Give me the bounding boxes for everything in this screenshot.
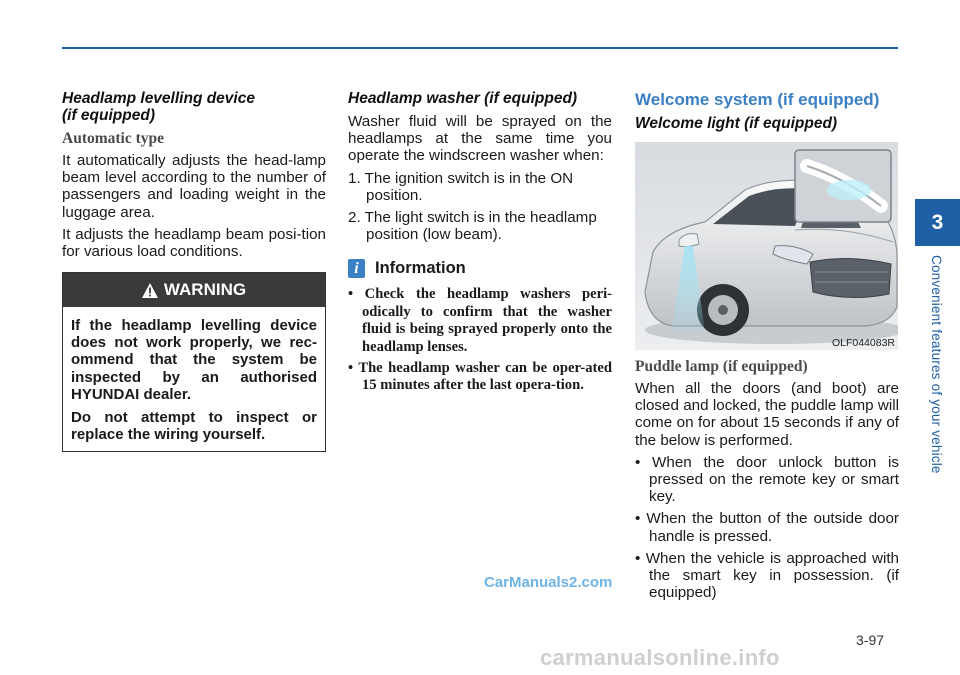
info-icon: i	[348, 259, 365, 278]
information-item-2: • The headlamp washer can be oper-ated 15 minutes after the last opera-tion.	[348, 360, 612, 394]
warning-title: WARNING	[163, 280, 247, 299]
washer-steps	[348, 170, 612, 244]
figure-caption: OLF044083R	[831, 337, 895, 349]
heading-line-1: Headlamp levelling device	[62, 90, 255, 107]
washer-step-2: 2. The light switch is in the headlamp position (low beam).	[348, 209, 597, 244]
column-right	[635, 90, 899, 606]
puddle-condition-1: • When the door unlock button is pressed on the remote key or smart key.	[635, 453, 899, 506]
welcome-light-subheading: Welcome light (if equipped)	[635, 115, 838, 132]
top-rule	[62, 47, 898, 49]
warning-box	[62, 272, 326, 452]
automatic-type-subheading: Automatic type	[62, 130, 165, 147]
levelling-paragraph-1: It automatically adjusts the head-lamp beam level according to the number of passengers and loading weight in the luggage area.	[62, 152, 326, 221]
headlamp-washer-heading: Headlamp washer (if equipped)	[348, 90, 578, 107]
column-middle	[348, 90, 612, 399]
warning-text-1: If the headlamp levelling device does not work properly, we rec-ommend that the system be inspected by an authorised HYUNDAI dealer.	[71, 317, 317, 403]
warning-header	[63, 273, 325, 307]
chapter-label: Convenient features of your vehicle	[929, 255, 944, 474]
washer-step-1: 1. The ignition switch is in the ON position.	[348, 169, 574, 204]
site-watermark[interactable]: carmanualsonline.info	[540, 645, 780, 670]
puddle-condition-2: • When the button of the outside door handle is pressed.	[635, 510, 899, 545]
carmanuals-watermark[interactable]: CarManuals2.com	[484, 574, 613, 591]
information-list	[348, 286, 612, 394]
warning-text-2: Do not attempt to inspect or replace the wiring yourself.	[71, 409, 317, 444]
welcome-light-figure	[635, 142, 898, 350]
welcome-system-title: Welcome system (if equipped)	[635, 90, 880, 109]
column-left	[62, 90, 326, 265]
washer-intro: Washer fluid will be sprayed on the headlamps at the same time you operate the windscreen washer when:	[348, 113, 612, 165]
warning-triangle-icon	[142, 283, 158, 298]
levelling-paragraph-2: It adjusts the headlamp beam posi-tion for various load conditions.	[62, 225, 326, 261]
puddle-condition-3: • When the vehicle is approached with the smart key in possession. (if equipped)	[635, 549, 899, 602]
puddle-conditions-list	[635, 454, 899, 602]
puddle-lamp-heading: Puddle lamp (if equipped)	[635, 358, 808, 375]
warning-body	[63, 307, 325, 443]
information-header	[348, 259, 612, 278]
puddle-intro: When all the doors (and boot) are closed and locked, the puddle lamp will come on for about 15 seconds if any of the below is performed.	[635, 380, 899, 449]
headlamp-levelling-heading	[62, 90, 326, 124]
page-number: 3-97	[856, 632, 885, 648]
chapter-tab[interactable]: 3	[915, 199, 960, 246]
car-illustration	[635, 142, 898, 350]
heading-line-2: (if equipped)	[62, 107, 155, 124]
information-title: Information	[375, 259, 466, 278]
information-item-1: • Check the headlamp washers peri-odically to confirm that the washer fluid is being sprayed properly onto the headlamp lenses.	[348, 286, 612, 355]
